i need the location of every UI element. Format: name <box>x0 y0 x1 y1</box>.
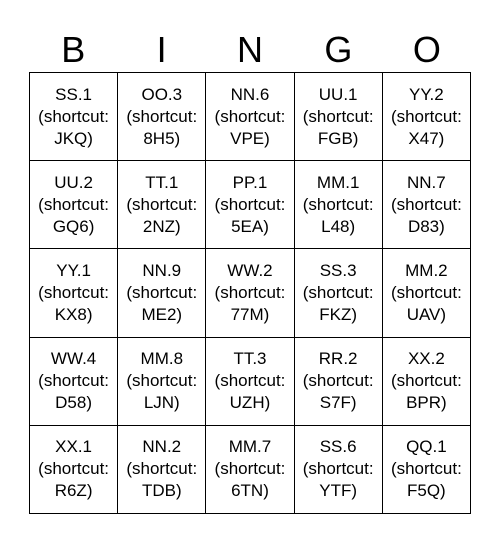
bingo-row <box>30 425 471 513</box>
bingo-cell <box>206 73 294 161</box>
cell-shortcut: X47) <box>408 128 445 148</box>
cell-code: SS.6 <box>319 437 357 457</box>
cell-shortcut: 77M) <box>230 304 270 324</box>
bingo-cell <box>294 161 382 249</box>
cell-shortcut-label: (shortcut: <box>126 106 198 126</box>
bingo-cell <box>118 161 206 249</box>
cell-shortcut: YTF) <box>319 481 358 501</box>
bingo-cell <box>118 425 206 513</box>
cell-shortcut-label: (shortcut: <box>390 459 462 479</box>
bingo-cell <box>118 337 206 425</box>
cell-shortcut-label: (shortcut: <box>302 282 374 302</box>
bingo-cell <box>30 249 118 337</box>
cell-shortcut: VPE) <box>230 128 270 148</box>
bingo-row <box>30 73 471 161</box>
cell-shortcut-label: (shortcut: <box>126 282 198 302</box>
cell-code: UU.2 <box>54 172 93 192</box>
cell-shortcut: BPR) <box>406 393 447 413</box>
bingo-cell <box>206 249 294 337</box>
cell-code: SS.3 <box>319 260 357 280</box>
cell-shortcut: LJN) <box>143 393 180 413</box>
cell-code: TT.1 <box>145 172 179 192</box>
cell-code: YY.1 <box>56 260 91 280</box>
cell-shortcut: S7F) <box>319 393 357 413</box>
bingo-header <box>29 28 471 72</box>
bingo-cell <box>206 425 294 513</box>
bingo-cell <box>30 73 118 161</box>
cell-shortcut: L48) <box>321 216 356 236</box>
cell-code: PP.1 <box>232 172 268 192</box>
cell-code: OO.3 <box>141 84 183 104</box>
cell-code: NN.9 <box>142 260 182 280</box>
cell-shortcut-label: (shortcut: <box>214 459 286 479</box>
cell-code: NN.2 <box>142 437 182 457</box>
bingo-row <box>30 249 471 337</box>
header-letter-n: N <box>237 29 264 70</box>
bingo-cell <box>382 337 470 425</box>
cell-shortcut-label: (shortcut: <box>390 282 462 302</box>
cell-shortcut-label: (shortcut: <box>302 459 374 479</box>
bingo-row <box>30 161 471 249</box>
header-letter-o: O <box>412 29 441 70</box>
header-letter-g: G <box>324 29 353 70</box>
header-letter-i: I <box>156 29 167 70</box>
cell-shortcut-label: (shortcut: <box>214 282 286 302</box>
bingo-cell <box>30 337 118 425</box>
cell-code: MM.1 <box>316 172 360 192</box>
bingo-cell <box>294 249 382 337</box>
bingo-cell <box>294 425 382 513</box>
cell-shortcut: JKQ) <box>54 128 93 148</box>
bingo-cell <box>382 73 470 161</box>
cell-shortcut-label: (shortcut: <box>38 282 110 302</box>
cell-shortcut-label: (shortcut: <box>302 371 374 391</box>
bingo-cell <box>206 161 294 249</box>
cell-code: MM.7 <box>228 437 272 457</box>
cell-code: MM.2 <box>405 260 448 280</box>
cell-shortcut-label: (shortcut: <box>38 106 110 126</box>
cell-shortcut: D58) <box>55 393 93 413</box>
cell-shortcut-label: (shortcut: <box>126 371 198 391</box>
cell-code: TT.3 <box>233 349 267 369</box>
cell-shortcut-label: (shortcut: <box>126 194 198 214</box>
cell-code: UU.1 <box>318 84 358 104</box>
cell-shortcut-label: (shortcut: <box>126 459 198 479</box>
cell-code: MM.8 <box>140 349 184 369</box>
cell-shortcut-label: (shortcut: <box>214 106 286 126</box>
cell-shortcut: 8H5) <box>143 128 181 148</box>
bingo-cell <box>30 425 118 513</box>
bingo-cell <box>118 73 206 161</box>
cell-code: RR.2 <box>318 349 358 369</box>
cell-code: NN.6 <box>230 84 270 104</box>
cell-shortcut-label: (shortcut: <box>390 106 462 126</box>
cell-shortcut-label: (shortcut: <box>38 459 110 479</box>
cell-shortcut: UZH) <box>229 393 271 413</box>
cell-shortcut: D83) <box>407 216 445 236</box>
bingo-grid-body <box>30 73 471 514</box>
bingo-cell <box>118 249 206 337</box>
cell-shortcut-label: (shortcut: <box>302 194 374 214</box>
cell-shortcut-label: (shortcut: <box>214 194 286 214</box>
cell-shortcut: TDB) <box>141 481 182 501</box>
cell-code: WW.4 <box>50 349 97 369</box>
cell-code: SS.1 <box>55 84 93 104</box>
bingo-cell <box>382 249 470 337</box>
bingo-grid <box>29 72 471 514</box>
cell-code: XX.1 <box>55 437 93 457</box>
cell-shortcut: 6TN) <box>231 481 269 501</box>
bingo-row <box>30 337 471 425</box>
cell-shortcut: GQ6) <box>52 216 95 236</box>
cell-shortcut-label: (shortcut: <box>390 371 462 391</box>
cell-shortcut: F5Q) <box>407 481 446 501</box>
cell-shortcut: KX8) <box>54 304 93 324</box>
bingo-cell <box>294 73 382 161</box>
bingo-cell <box>30 161 118 249</box>
cell-shortcut: R6Z) <box>54 481 93 501</box>
bingo-cell <box>382 425 470 513</box>
header-letter-b: B <box>61 29 86 70</box>
cell-code: WW.2 <box>227 260 273 280</box>
cell-shortcut-label: (shortcut: <box>38 371 110 391</box>
cell-code: QQ.1 <box>406 437 447 457</box>
cell-shortcut: 5EA) <box>231 216 269 236</box>
bingo-cell <box>294 337 382 425</box>
cell-shortcut: 2NZ) <box>142 216 181 236</box>
cell-shortcut-label: (shortcut: <box>214 371 286 391</box>
bingo-cell <box>206 337 294 425</box>
cell-code: YY.2 <box>409 84 444 104</box>
cell-shortcut-label: (shortcut: <box>302 106 374 126</box>
cell-shortcut-label: (shortcut: <box>390 194 462 214</box>
cell-code: NN.7 <box>407 172 446 192</box>
cell-code: XX.2 <box>407 349 445 369</box>
cell-shortcut: FGB) <box>317 128 359 148</box>
cell-shortcut: FKZ) <box>319 304 358 324</box>
cell-shortcut: UAV) <box>406 304 447 324</box>
cell-shortcut-label: (shortcut: <box>38 194 110 214</box>
cell-shortcut: ME2) <box>141 304 183 324</box>
bingo-cell <box>382 161 470 249</box>
